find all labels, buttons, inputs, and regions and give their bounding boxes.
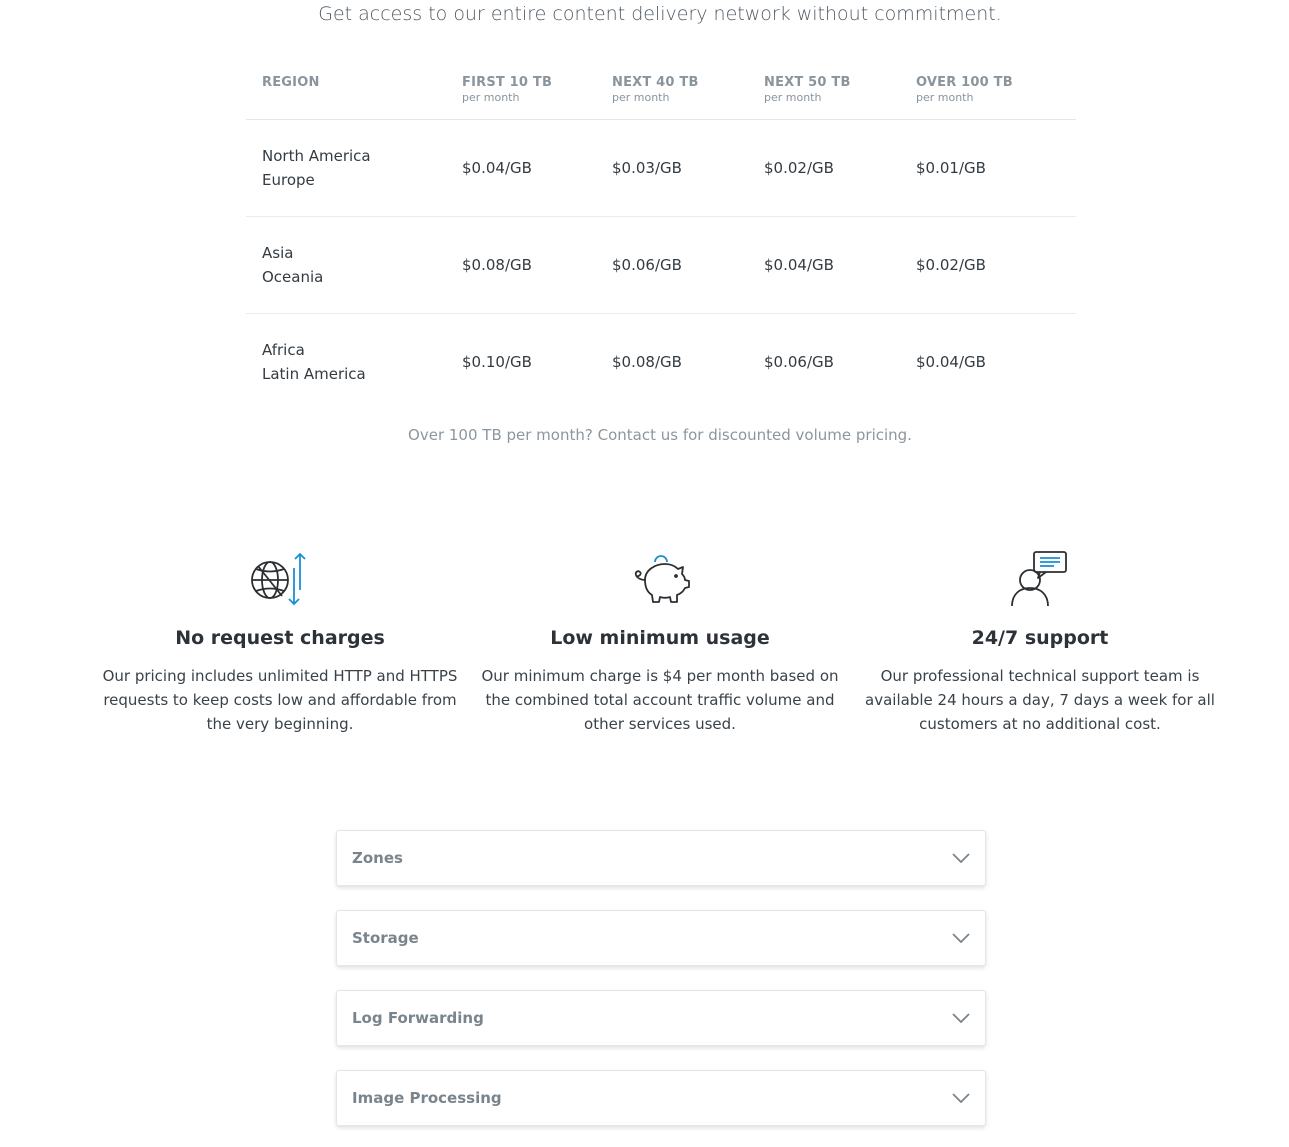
feature-title: Low minimum usage xyxy=(550,627,770,649)
feature-title: No request charges xyxy=(175,627,385,649)
feature-title: 24/7 support xyxy=(971,627,1109,649)
column-subtitle: per month xyxy=(462,91,520,104)
price-cell: $0.08/GB xyxy=(612,353,682,371)
price-cell: $0.06/GB xyxy=(612,256,682,274)
region-name: Asia xyxy=(262,244,294,262)
pricing-table-header xyxy=(246,62,1076,120)
feature-24-7-support xyxy=(860,546,1220,736)
region-name: Oceania xyxy=(262,268,324,286)
table-row xyxy=(246,217,1076,314)
chevron-down-icon[interactable] xyxy=(951,928,971,948)
column-header-first-10tb xyxy=(462,74,612,104)
column-subtitle: per month xyxy=(612,91,670,104)
price-cell: $0.10/GB xyxy=(462,353,532,371)
region-name: Latin America xyxy=(262,365,366,383)
feature-no-request-charges xyxy=(100,546,460,736)
price-cell: $0.01/GB xyxy=(916,159,986,177)
column-header-region xyxy=(246,74,462,91)
price-cell: $0.08/GB xyxy=(462,256,532,274)
column-title: NEXT 40 TB xyxy=(612,75,699,90)
price-cell: $0.04/GB xyxy=(916,353,986,371)
accordion-item-log-forwarding[interactable] xyxy=(336,990,986,1046)
column-header-over-100tb xyxy=(916,74,1076,104)
column-header-next-40tb xyxy=(612,74,764,104)
feature-low-minimum-usage xyxy=(480,546,840,736)
price-cell: $0.04/GB xyxy=(764,256,834,274)
chevron-down-icon[interactable] xyxy=(951,1088,971,1108)
accordion-item-zones[interactable] xyxy=(336,830,986,886)
column-header-next-50tb xyxy=(764,74,916,104)
table-row xyxy=(246,314,1076,410)
accordion-item-storage[interactable] xyxy=(336,910,986,966)
chevron-down-icon[interactable] xyxy=(951,1008,971,1028)
page-subtitle: Get access to our entire content delivery network without commitment. xyxy=(318,3,1002,25)
volume-pricing-note: Over 100 TB per month? Contact us for discounted volume pricing. xyxy=(408,426,912,444)
column-title: FIRST 10 TB xyxy=(462,75,553,90)
column-title: REGION xyxy=(262,75,320,90)
column-title: OVER 100 TB xyxy=(916,75,1013,90)
column-subtitle: per month xyxy=(764,91,822,104)
accordion-label: Storage xyxy=(352,929,419,947)
price-cell: $0.02/GB xyxy=(764,159,834,177)
column-subtitle: per month xyxy=(916,91,974,104)
price-cell: $0.03/GB xyxy=(612,159,682,177)
region-cell xyxy=(246,144,462,192)
region-name: North America xyxy=(262,147,371,165)
price-cell: $0.02/GB xyxy=(916,256,986,274)
column-title: NEXT 50 TB xyxy=(764,75,851,90)
piggy-bank-icon xyxy=(480,546,840,606)
region-cell xyxy=(246,338,462,386)
price-cell: $0.06/GB xyxy=(764,353,834,371)
accordion-label: Image Processing xyxy=(352,1089,502,1107)
accordion-item-image-processing[interactable] xyxy=(336,1070,986,1126)
accordion-label: Log Forwarding xyxy=(352,1009,484,1027)
price-cell: $0.04/GB xyxy=(462,159,532,177)
table-row xyxy=(246,120,1076,217)
accordion-label: Zones xyxy=(352,849,403,867)
region-cell xyxy=(246,241,462,289)
globe-transfer-icon xyxy=(100,546,460,606)
region-name: Europe xyxy=(262,171,315,189)
pricing-table xyxy=(246,62,1076,410)
feature-description: Our professional technical support team is available 24 hours a day, 7 days a week for all customers at no additional cost. xyxy=(865,667,1215,733)
region-name: Africa xyxy=(262,341,305,359)
feature-description: Our pricing includes unlimited HTTP and HTTPS requests to keep costs low and affordable from the very beginning. xyxy=(102,667,458,733)
chevron-down-icon[interactable] xyxy=(951,848,971,868)
support-agent-icon xyxy=(860,546,1220,606)
features-section xyxy=(100,546,1220,736)
feature-description: Our minimum charge is $4 per month based on the combined total account traffic volume and other services used. xyxy=(481,667,839,733)
faq-accordion xyxy=(336,830,986,1147)
